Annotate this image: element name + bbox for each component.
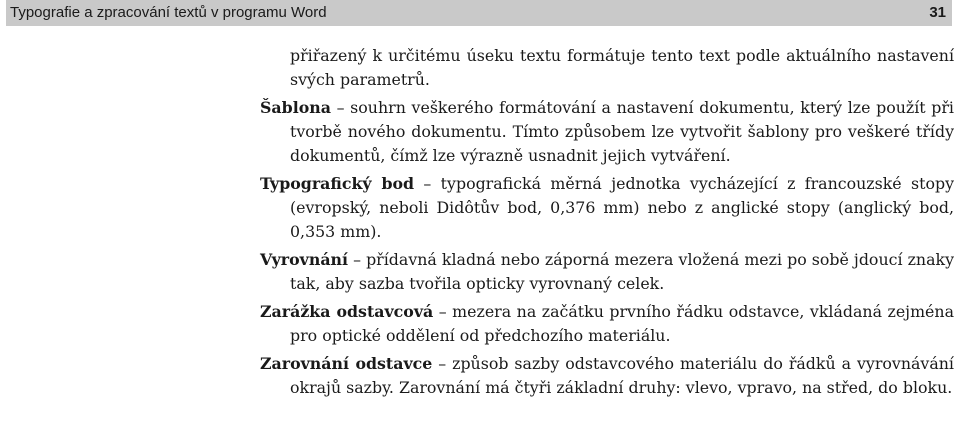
glossary-definition: – souhrn veškerého formátování a nastavení dokumentu, který lze použít při tvorbě nového dokumentu. Tímto způsobem lze vytvořit šablony pro veškeré třídy dokumentů, čímž lze výrazně usnadnit jejich vytváření. xyxy=(290,98,954,165)
glossary-entry-zarovnani-odstavce xyxy=(260,352,954,400)
glossary-body xyxy=(260,44,954,404)
glossary-term: Zarovnání odstavce xyxy=(260,354,433,373)
glossary-definition: – mezera na začátku prvního řádku odstavce, vkládaná zejména pro optické oddělení od předchozího materiálu. xyxy=(290,302,954,345)
glossary-entry-sablona xyxy=(260,96,954,168)
running-header xyxy=(6,0,952,26)
glossary-definition: – způsob sazby odstavcového materiálu do řádků a vyrovnávání okrajů sazby. Zarovnání má čtyři základní druhy: vlevo, vpravo, na střed, do bloku. xyxy=(290,354,954,397)
glossary-term: Zarážka odstavcová xyxy=(260,302,434,321)
glossary-definition: – přídavná kladná nebo záporná mezera vložená mezi po sobě jdoucí znaky tak, aby sazba tvořila opticky vyrovnaný celek. xyxy=(290,250,954,293)
glossary-term: Šablona xyxy=(260,98,331,117)
page-number: 31 xyxy=(929,4,946,21)
glossary-term: Typografický bod xyxy=(260,174,415,193)
glossary-entry-zarazka-odstavcova xyxy=(260,300,954,348)
glossary-entry-vyrovnani xyxy=(260,248,954,296)
continuation-paragraph: přiřazený k určitému úseku textu formátuje tento text podle aktuálního nastavení svých parametrů. xyxy=(290,46,954,89)
glossary-term: Vyrovnání xyxy=(260,250,349,269)
header-title: Typografie a zpracování textů v programu Word xyxy=(10,4,327,21)
glossary-entry-typograficky-bod xyxy=(260,172,954,244)
glossary-definition: – typografická měrná jednotka vycházející z francouzské stopy (evropský, neboli Didôtův bod, 0,376 mm) nebo z anglické stopy (anglický bod, 0,353 mm). xyxy=(290,174,954,241)
